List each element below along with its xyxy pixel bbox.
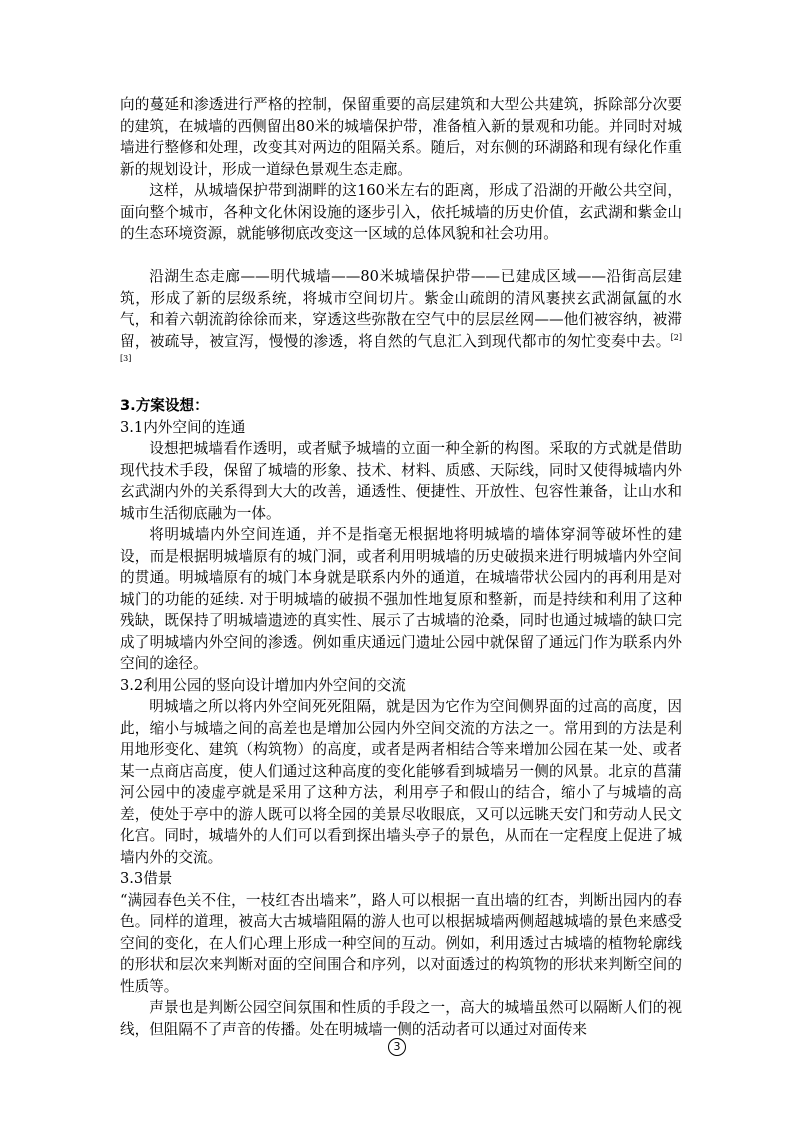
paragraph-3	[120, 266, 682, 374]
paragraph-2: 这样，从城墙保护带到湖畔的这160米左右的距离，形成了沿湖的开敞公共空间，面向整个城市，各种文化休闲设施的逐步引入，依托城墙的历史价值，玄武湖和紫金山的生态环境资源，就能够彻底改变这一区域的总体风貌和社会功用。	[120, 182, 682, 242]
blank-line	[120, 374, 682, 396]
paragraph-8: 声景也是判断公园空间氛围和性质的手段之一，高大的城墙虽然可以隔断人们的视线，但阻隔不了声音的传播。处在明城墙一侧的活动者可以通过对面传来	[120, 999, 682, 1038]
subsection-heading-3-2: 3.2利用公园的竖向设计增加内外空间的交流	[120, 676, 406, 694]
section-heading-3: 3.方案设想：	[120, 397, 209, 414]
paragraph-4: 设想把城墙看作透明，或者赋予城墙的立面一种全新的构图。采取的方式就是借助现代技术手段，保留了城墙的形象、技术、材料、质感、天际线，同时又使得城墙内外玄武湖内外的关系得到大大的改善，通透性、便捷性、开放性、包容性兼备，让山水和城市生活彻底融为一体。	[120, 440, 682, 522]
blank-line	[120, 245, 682, 267]
subsection-heading-3-3: 3.3借景	[120, 870, 173, 887]
subsection-heading-3-1: 3.1内外空间的连通	[120, 418, 246, 436]
page-number-circle: 3	[388, 1038, 406, 1056]
citation-reference: [2][3]	[120, 332, 682, 364]
document-body	[120, 94, 682, 1040]
paragraph-6: 明城墙之所以将内外空间死死阻隔，就是因为它作为空间侧界面的过高的高度，因此，缩小与城墙之间的高差也是增加公园内外空间交流的方法之一。常用到的方法是利用地形变化、建筑（构筑物）的高度，或者是两者相结合等来增加公园在某一处、或者某一点商店高度，使人们通过这种高度的变化能够看到城墙另一侧的风景。北京的菖蒲河公园中的凌虚亭就是采用了这种方法，利用亭子和假山的结合，缩小了与城墙的高差，使处于亭中的游人既可以将全园的美景尽收眼底，又可以远眺天安门和劳动人民文化宫。同时，城墙外的人们可以看到探出墙头亭子的景色，从而在一定程度上促进了城墙内外的交流。	[120, 698, 682, 866]
paragraph-3-text: 沿湖生态走廊——明代城墙——80米城墙保护带——已建成区域——沿街高层建筑，形成了新的层级系统，将城市空间切片。紫金山疏朗的清风裹挟玄武湖氤氲的水气，和着六朝流韵徐徐而来，穿透这些弥散在空气中的层层丝网——他们被容纳，被滞留，被疏导，被宣泻，慢慢的渗透，将自然的气息汇入到现代都市的匆忙变奏中去。	[120, 268, 682, 350]
paragraph-5: 将明城墙内外空间连通，并不是指毫无根据地将明城墙的墙体穿洞等破坏性的建设，而是根据明城墙原有的城门洞，或者利用明城墙的历史破损来进行明城墙内外空间的贯通。明城墙原有的城门本身就是联系内外的通道，在城墙带状公园内的再利用是对城门的功能的延续. 对于明城墙的破损不强加性地复原和整新，而是持续和利用了这种残缺，既保持了明城墙遗迹的真实性、展示了古城墙的沧桑，同时也通过城墙的缺口完成了明城墙内外空间的渗透。例如重庆通远门遗址公园中就保留了通远门作为联系内外空间的途径。	[120, 526, 682, 672]
paragraph-1: 向的蔓延和渗透进行严格的控制，保留重要的高层建筑和大型公共建筑，拆除部分次要的建筑，在城墙的西侧留出80米的城墙保护带，准备植入新的景观和功能。并同时对城墙进行整修和处理，改变其对两边的阻隔关系。随后，对东侧的环湖路和现有绿化作重新的规划设计，形成一道绿色景观生态走廊。	[120, 96, 682, 178]
paragraph-7: “满园春色关不住，一枝红杏出墙来”，路人可以根据一直出墙的红杏，判断出园内的春色。同样的道理，被高大古城墙阻隔的游人也可以根据城墙两侧超越城墙的景色来感受空间的变化，在人们心理上形成一种空间的互动。例如，利用透过古城墙的植物轮廓线的形状和层次来判断对面的空间围合和序列，以对面透过的构筑物的形状来判断空间的性质等。	[120, 891, 682, 995]
page-number	[0, 1038, 794, 1056]
